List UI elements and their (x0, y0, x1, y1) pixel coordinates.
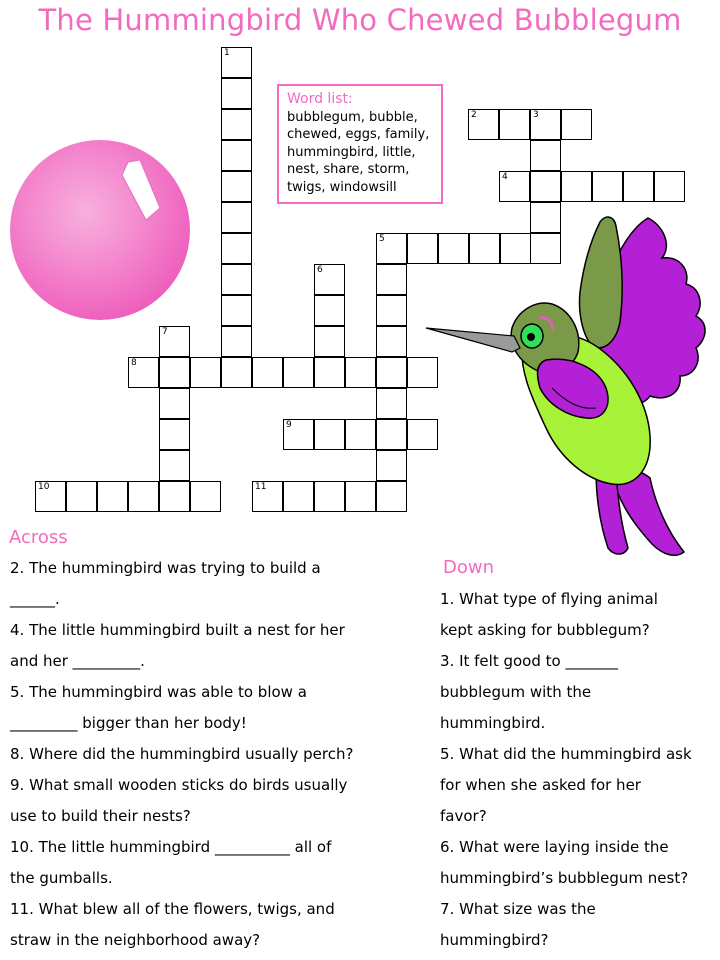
clue-number: 9 (286, 420, 292, 430)
crossword-cell[interactable] (407, 419, 438, 450)
clue-number: 1 (224, 48, 230, 58)
crossword-cell[interactable] (499, 109, 530, 140)
crossword-cell[interactable] (159, 419, 190, 450)
across-clue-line: and her _________. (10, 652, 145, 670)
crossword-cell[interactable] (221, 264, 252, 295)
across-clue-line: 10. The little hummingbird __________ all of (10, 838, 332, 856)
down-clues (440, 584, 718, 956)
down-clue-line: 3. It felt good to _______ (440, 652, 618, 670)
crossword-cell[interactable] (314, 326, 345, 357)
crossword-cell[interactable] (159, 481, 190, 512)
clue-number: 3 (533, 110, 539, 120)
across-clue-line: 8. Where did the hummingbird usually perch? (10, 745, 354, 763)
across-clue-line: the gumballs. (10, 869, 113, 887)
bird-green-wing (580, 217, 623, 348)
across-clue-line: 9. What small wooden sticks do birds usually (10, 776, 348, 794)
bird-far-wing (598, 218, 705, 404)
crossword-cell[interactable] (221, 233, 252, 264)
crossword-cell[interactable] (190, 357, 221, 388)
crossword-cell[interactable] (314, 419, 345, 450)
clue-number: 11 (255, 482, 267, 492)
crossword-cell[interactable] (376, 295, 407, 326)
crossword-cell[interactable] (376, 419, 407, 450)
down-clue-line: kept asking for bubblegum? (440, 621, 650, 639)
crossword-cell[interactable] (221, 326, 252, 357)
word-list-line: bubblegum, bubble, (287, 109, 418, 125)
crossword-cell[interactable] (654, 171, 685, 202)
crossword-cell[interactable] (592, 171, 623, 202)
down-clue-line: hummingbird? (440, 931, 549, 949)
crossword-cell[interactable] (221, 295, 252, 326)
crossword-cell[interactable] (314, 481, 345, 512)
across-clue-line: ______. (10, 590, 60, 608)
crossword-cell[interactable] (376, 388, 407, 419)
crossword-cell[interactable] (530, 171, 561, 202)
crossword-cell[interactable] (407, 233, 438, 264)
crossword-cell[interactable] (66, 481, 97, 512)
crossword-cell[interactable] (283, 419, 314, 450)
crossword-cell[interactable] (376, 450, 407, 481)
down-clue-line: 6. What were laying inside the (440, 838, 669, 856)
crossword-cell[interactable] (221, 47, 252, 78)
across-clue-line: 4. The little hummingbird built a nest for her (10, 621, 345, 639)
crossword-cell[interactable] (159, 357, 190, 388)
bubble-circle (10, 140, 190, 320)
word-list-line: chewed, eggs, family, (287, 127, 430, 143)
bird-head (511, 303, 579, 373)
across-clue-line: straw in the neighborhood away? (10, 931, 261, 949)
crossword-cell[interactable] (190, 481, 221, 512)
bird-body (522, 335, 650, 485)
crossword-cell[interactable] (499, 171, 530, 202)
crossword-cell[interactable] (314, 264, 345, 295)
across-clues (10, 553, 430, 956)
down-clue-line: 7. What size was the (440, 900, 596, 918)
crossword-cell[interactable] (221, 78, 252, 109)
bubble-highlight (122, 160, 160, 220)
crossword-cell[interactable] (221, 109, 252, 140)
crossword-cell[interactable] (314, 295, 345, 326)
crossword-cell[interactable] (221, 140, 252, 171)
word-list-box (277, 84, 443, 204)
down-clue-line: hummingbird. (440, 714, 546, 732)
crossword-cell[interactable] (159, 450, 190, 481)
crossword-cell[interactable] (128, 357, 159, 388)
down-clue-line: 5. What did the hummingbird ask (440, 745, 692, 763)
clue-number: 5 (379, 234, 385, 244)
crossword-cell[interactable] (35, 481, 66, 512)
crossword-cell[interactable] (283, 357, 314, 388)
bird-eye (521, 324, 543, 348)
crossword-cell[interactable] (345, 419, 376, 450)
bird-pupil (527, 333, 535, 341)
down-clue-line: favor? (440, 807, 487, 825)
word-list-line: hummingbird, little, (287, 144, 416, 160)
bird-tail-feather (596, 470, 628, 554)
crossword-cell[interactable] (128, 481, 159, 512)
crossword-cell[interactable] (221, 202, 252, 233)
crossword-cell[interactable] (561, 171, 592, 202)
clue-number: 10 (38, 482, 50, 492)
across-heading: Across (9, 527, 68, 548)
crossword-cell[interactable] (97, 481, 128, 512)
across-clue-line: 5. The hummingbird was able to blow a (10, 683, 307, 701)
bird-beak (426, 328, 520, 352)
crossword-cell[interactable] (530, 109, 561, 140)
crossword-cell[interactable] (159, 326, 190, 357)
crossword-cell[interactable] (376, 264, 407, 295)
page-title: The Hummingbird Who Chewed Bubblegum (38, 3, 682, 37)
crossword-cell[interactable] (530, 233, 561, 264)
word-list-line: nest, share, storm, (287, 162, 410, 178)
crossword-cell[interactable] (221, 171, 252, 202)
word-list-title: Word list: (287, 91, 353, 107)
crossword-cell[interactable] (530, 140, 561, 171)
crossword-cell[interactable] (252, 481, 283, 512)
bird-crest (540, 318, 552, 330)
across-clue-line: use to build their nests? (10, 807, 191, 825)
across-clue-line: 11. What blew all of the flowers, twigs, and (10, 900, 335, 918)
crossword-cell[interactable] (530, 202, 561, 233)
crossword-cell[interactable] (468, 109, 499, 140)
crossword-cell[interactable] (561, 109, 592, 140)
clue-number: 8 (131, 358, 137, 368)
crossword-cell[interactable] (159, 388, 190, 419)
crossword-cell[interactable] (345, 481, 376, 512)
crossword-cell[interactable] (407, 357, 438, 388)
crossword-cell[interactable] (469, 233, 500, 264)
clue-number: 7 (162, 327, 168, 337)
across-clue-line: _________ bigger than her body! (10, 714, 247, 732)
down-clue-line: hummingbird’s bubblegum nest? (440, 869, 689, 887)
crossword-cell[interactable] (252, 357, 283, 388)
bird-tail (610, 468, 684, 555)
crossword-cell[interactable] (438, 233, 469, 264)
crossword-cell[interactable] (376, 357, 407, 388)
down-clue-line: 1. What type of flying animal (440, 590, 658, 608)
down-clue-line: bubblegum with the (440, 683, 592, 701)
clue-number: 6 (317, 265, 323, 275)
down-heading: Down (443, 557, 495, 578)
crossword-cell[interactable] (376, 233, 407, 264)
crossword-cell[interactable] (221, 357, 252, 388)
word-list-line: twigs, windowsill (287, 179, 397, 195)
bird-near-wing (538, 359, 608, 418)
clue-number: 4 (502, 172, 508, 182)
crossword-cell[interactable] (500, 233, 531, 264)
crossword-cell[interactable] (345, 357, 376, 388)
crossword-cell[interactable] (376, 326, 407, 357)
crossword-cell[interactable] (623, 171, 654, 202)
crossword-cell[interactable] (376, 481, 407, 512)
down-clue-line: for when she asked for her (440, 776, 641, 794)
bird-near-wing-shadow (552, 388, 596, 408)
across-clue-line: 2. The hummingbird was trying to build a (10, 559, 321, 577)
crossword-cell[interactable] (314, 357, 345, 388)
clue-number: 2 (471, 110, 477, 120)
crossword-cell[interactable] (283, 481, 314, 512)
